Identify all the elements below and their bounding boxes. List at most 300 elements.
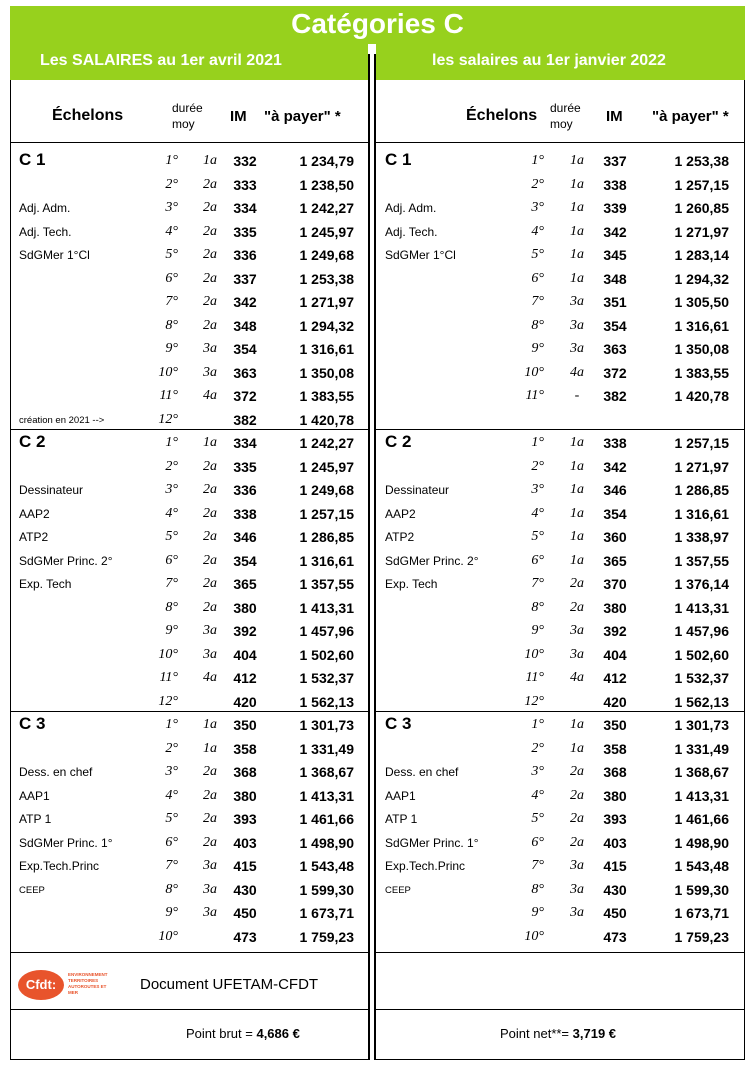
table-row bbox=[376, 479, 745, 503]
duree-cell: 2a bbox=[203, 247, 217, 262]
im-cell: 363 bbox=[233, 364, 257, 381]
table-row bbox=[376, 456, 745, 480]
echelon-cell: 12° bbox=[158, 411, 178, 427]
im-cell: 412 bbox=[603, 670, 627, 686]
cfdt-logo: Cfdt: bbox=[18, 970, 64, 1000]
im-cell: 415 bbox=[233, 858, 257, 874]
echelon-cell: 8° bbox=[531, 599, 544, 615]
corps-label: Dess. en chef bbox=[19, 765, 93, 779]
a-payer-cell: 1 245,97 bbox=[299, 223, 354, 240]
a-payer-cell: 1 253,38 bbox=[674, 153, 729, 169]
duree-cell: 4a bbox=[203, 670, 217, 685]
a-payer-cell: 1 316,61 bbox=[674, 317, 729, 334]
header-duree-line1: durée bbox=[172, 101, 203, 115]
echelon-cell: 10° bbox=[158, 928, 178, 944]
corps-label: CEEP bbox=[19, 884, 45, 896]
duree-cell: 2a bbox=[203, 576, 217, 591]
im-cell: 365 bbox=[233, 576, 257, 592]
a-payer-cell: 1 502,60 bbox=[674, 646, 729, 663]
duree-cell: 2a bbox=[203, 552, 217, 568]
a-payer-cell: 1 357,55 bbox=[299, 576, 354, 592]
duree-cell: 1a bbox=[570, 717, 584, 732]
im-cell: 337 bbox=[603, 153, 627, 169]
table-row bbox=[10, 902, 368, 926]
im-cell: 350 bbox=[603, 717, 627, 733]
a-payer-cell: 1 257,15 bbox=[299, 505, 354, 522]
table-row bbox=[10, 879, 368, 903]
table-row bbox=[10, 667, 368, 691]
table-row bbox=[10, 244, 368, 268]
im-cell: 393 bbox=[603, 811, 627, 827]
echelon-cell: 1° bbox=[165, 717, 178, 732]
a-payer-cell: 1 271,97 bbox=[299, 294, 354, 310]
corps-label: Exp. Tech bbox=[385, 577, 438, 591]
a-payer-cell: 1 286,85 bbox=[674, 482, 729, 498]
echelon-cell: 4° bbox=[165, 505, 178, 521]
a-payer-cell: 1 420,78 bbox=[299, 411, 354, 428]
a-payer-cell: 1 338,97 bbox=[674, 529, 729, 545]
title-band bbox=[10, 6, 745, 44]
grade-separator bbox=[376, 429, 745, 430]
table-row bbox=[10, 479, 368, 503]
echelon-cell: 4° bbox=[531, 505, 544, 521]
table-row bbox=[10, 714, 368, 738]
im-cell: 430 bbox=[233, 881, 257, 898]
duree-cell: 1a bbox=[203, 153, 217, 168]
im-cell: 382 bbox=[603, 388, 627, 404]
a-payer-cell: 1 599,30 bbox=[674, 881, 729, 898]
point-net bbox=[500, 1026, 616, 1041]
footer-rule bbox=[376, 1009, 745, 1010]
im-cell: 335 bbox=[233, 458, 257, 475]
a-payer-cell: 1 498,90 bbox=[674, 834, 729, 851]
echelon-cell: 6° bbox=[531, 270, 544, 286]
duree-cell: 3a bbox=[570, 317, 584, 333]
table-bottom-rule bbox=[10, 952, 368, 953]
a-payer-cell: 1 413,31 bbox=[674, 787, 729, 804]
im-cell: 393 bbox=[233, 811, 257, 827]
im-cell: 348 bbox=[603, 270, 627, 287]
corps-label: AAP1 bbox=[19, 788, 50, 803]
echelon-cell: 11° bbox=[525, 388, 544, 403]
a-payer-cell: 1 599,30 bbox=[299, 881, 354, 898]
im-cell: 345 bbox=[603, 247, 627, 263]
a-payer-cell: 1 368,67 bbox=[299, 764, 354, 780]
a-payer-cell: 1 331,49 bbox=[674, 740, 729, 757]
echelon-cell: 5° bbox=[165, 811, 178, 826]
im-cell: 336 bbox=[233, 482, 257, 498]
im-cell: 415 bbox=[603, 858, 627, 874]
a-payer-cell: 1 257,15 bbox=[674, 176, 729, 193]
subtitle-right: les salaires au 1er janvier 2022 bbox=[432, 52, 666, 69]
corps-label: Dessinateur bbox=[385, 483, 450, 497]
a-payer-cell: 1 461,66 bbox=[674, 811, 729, 827]
echelon-cell: 1° bbox=[165, 435, 178, 450]
duree-cell: 1a bbox=[570, 200, 584, 215]
im-cell: 403 bbox=[233, 834, 257, 851]
echelon-cell: 6° bbox=[165, 270, 178, 286]
im-cell: 365 bbox=[603, 552, 627, 569]
table-row bbox=[376, 808, 745, 832]
table-row bbox=[376, 714, 745, 738]
table-row bbox=[376, 362, 745, 386]
echelon-cell: 10° bbox=[158, 364, 178, 380]
cfdt-logo-tagline: ENVIRONNEMENT TERRITOIRES AUTOROUTES ET MER bbox=[68, 972, 108, 995]
im-cell: 338 bbox=[603, 435, 627, 451]
table-row bbox=[376, 526, 745, 550]
subtitle-left: Les SALAIRES au 1er avril 2021 bbox=[40, 52, 282, 69]
a-payer-cell: 1 759,23 bbox=[299, 928, 354, 945]
echelon-cell: 5° bbox=[531, 529, 544, 544]
corps-label: Dess. en chef bbox=[385, 765, 459, 779]
a-payer-cell: 1 532,37 bbox=[299, 670, 354, 686]
duree-cell: 2a bbox=[203, 764, 217, 779]
echelon-cell: 6° bbox=[531, 552, 544, 568]
corps-label: Adj. Tech. bbox=[19, 224, 72, 239]
corps-label: AAP1 bbox=[385, 788, 416, 803]
point-net-label: Point net**= bbox=[500, 1026, 573, 1041]
footer-bottom-rule bbox=[10, 1059, 368, 1060]
echelon-cell: 4° bbox=[165, 787, 178, 803]
im-cell: 354 bbox=[603, 505, 627, 522]
echelon-cell: 8° bbox=[165, 599, 178, 615]
footer-rule bbox=[10, 1009, 368, 1010]
table-row bbox=[376, 879, 745, 903]
im-cell: 335 bbox=[233, 223, 257, 240]
duree-cell: 2a bbox=[203, 529, 217, 544]
a-payer-cell: 1 673,71 bbox=[674, 905, 729, 921]
duree-cell: 3a bbox=[570, 341, 584, 356]
table-row bbox=[376, 926, 745, 950]
column-header bbox=[10, 80, 368, 142]
table-row bbox=[10, 315, 368, 339]
table-row bbox=[376, 832, 745, 856]
im-cell: 333 bbox=[233, 176, 257, 193]
table-row bbox=[376, 550, 745, 574]
a-payer-cell: 1 368,67 bbox=[674, 764, 729, 780]
table-row bbox=[376, 268, 745, 292]
im-cell: 404 bbox=[233, 646, 257, 663]
echelon-cell: 10° bbox=[524, 364, 544, 380]
echelon-cell: 5° bbox=[531, 811, 544, 826]
im-cell: 350 bbox=[233, 717, 257, 733]
im-cell: 420 bbox=[233, 693, 257, 710]
table-row bbox=[376, 291, 745, 315]
point-brut-label: Point brut = bbox=[186, 1026, 257, 1041]
page-title: Catégories C bbox=[291, 8, 464, 39]
echelon-cell: 10° bbox=[524, 646, 544, 662]
footer-left bbox=[10, 960, 368, 1060]
im-cell: 382 bbox=[233, 411, 257, 428]
a-payer-cell: 1 301,73 bbox=[299, 717, 354, 733]
table-row bbox=[10, 644, 368, 668]
grade-separator bbox=[376, 711, 745, 712]
im-cell: 380 bbox=[603, 787, 627, 804]
a-payer-cell: 1 461,66 bbox=[299, 811, 354, 827]
a-payer-cell: 1 350,08 bbox=[299, 364, 354, 381]
im-cell: 354 bbox=[233, 552, 257, 569]
echelon-cell: 1° bbox=[165, 153, 178, 168]
echelon-cell: 4° bbox=[165, 223, 178, 239]
table-row bbox=[10, 926, 368, 950]
header-duree-line1: durée bbox=[550, 101, 581, 115]
im-cell: 351 bbox=[603, 294, 627, 310]
grade-separator bbox=[10, 429, 368, 430]
echelon-cell: 5° bbox=[165, 247, 178, 262]
echelon-cell: 3° bbox=[531, 200, 544, 215]
echelon-cell: 7° bbox=[165, 858, 178, 873]
a-payer-cell: 1 305,50 bbox=[674, 294, 729, 310]
table-row bbox=[10, 174, 368, 198]
corps-label: création en 2021 --> bbox=[19, 414, 105, 426]
corps-label: Adj. Adm. bbox=[19, 201, 71, 215]
duree-cell: 1a bbox=[203, 435, 217, 450]
duree-cell: 3a bbox=[203, 341, 217, 356]
table-row bbox=[376, 432, 745, 456]
duree-cell: 2a bbox=[570, 599, 584, 615]
echelon-cell: 2° bbox=[165, 176, 178, 192]
echelon-cell: 9° bbox=[165, 341, 178, 356]
duree-cell: 2a bbox=[203, 270, 217, 286]
im-cell: 380 bbox=[603, 599, 627, 616]
table-row bbox=[10, 526, 368, 550]
grade-label: C 3 bbox=[19, 714, 46, 733]
duree-cell: 2a bbox=[203, 317, 217, 333]
a-payer-cell: 1 420,78 bbox=[674, 388, 729, 404]
a-payer-cell: 1 413,31 bbox=[299, 787, 354, 804]
echelon-cell: 12° bbox=[524, 693, 544, 709]
grade-label: C 1 bbox=[19, 150, 46, 169]
echelon-cell: 7° bbox=[165, 294, 178, 309]
a-payer-cell: 1 316,61 bbox=[299, 552, 354, 569]
a-payer-cell: 1 257,15 bbox=[674, 435, 729, 451]
table-row bbox=[10, 503, 368, 527]
echelon-cell: 5° bbox=[165, 529, 178, 544]
table-row bbox=[376, 385, 745, 409]
subtitle-band-right bbox=[376, 44, 745, 80]
echelon-cell: 12° bbox=[158, 693, 178, 709]
echelon-cell: 10° bbox=[524, 928, 544, 944]
a-payer-cell: 1 673,71 bbox=[299, 905, 354, 921]
a-payer-cell: 1 242,27 bbox=[299, 200, 354, 216]
divider-line-1 bbox=[368, 54, 370, 1060]
a-payer-cell: 1 562,13 bbox=[299, 693, 354, 710]
table-row bbox=[376, 244, 745, 268]
echelon-cell: 9° bbox=[165, 623, 178, 638]
corps-label: SdGMer Princ. 2° bbox=[19, 553, 113, 568]
im-cell: 348 bbox=[233, 317, 257, 334]
im-cell: 334 bbox=[233, 200, 257, 216]
corps-label: AAP2 bbox=[19, 506, 50, 521]
header-echelons: Échelons bbox=[466, 107, 538, 124]
im-cell: 342 bbox=[603, 223, 627, 240]
a-payer-cell: 1 562,13 bbox=[674, 693, 729, 710]
a-payer-cell: 1 271,97 bbox=[674, 458, 729, 475]
a-payer-cell: 1 502,60 bbox=[299, 646, 354, 663]
header-duree bbox=[172, 100, 203, 132]
a-payer-cell: 1 759,23 bbox=[674, 928, 729, 945]
table-row bbox=[10, 221, 368, 245]
table-row bbox=[376, 150, 745, 174]
echelon-cell: 8° bbox=[165, 317, 178, 333]
a-payer-cell: 1 413,31 bbox=[299, 599, 354, 616]
duree-cell: 2a bbox=[570, 764, 584, 779]
table-row bbox=[10, 362, 368, 386]
duree-cell: 2a bbox=[570, 576, 584, 591]
header-duree-line2: moy bbox=[550, 117, 573, 131]
a-payer-cell: 1 457,96 bbox=[299, 623, 354, 639]
echelon-cell: 1° bbox=[531, 435, 544, 450]
table-row bbox=[10, 573, 368, 597]
duree-cell: 2a bbox=[570, 787, 584, 803]
duree-cell: 3a bbox=[203, 905, 217, 920]
table-row bbox=[376, 221, 745, 245]
echelon-cell: 9° bbox=[531, 623, 544, 638]
duree-cell: 4a bbox=[570, 364, 584, 380]
duree-cell: 1a bbox=[203, 717, 217, 732]
im-cell: 338 bbox=[603, 176, 627, 193]
table-row bbox=[10, 832, 368, 856]
echelon-cell: 3° bbox=[531, 764, 544, 779]
im-cell: 392 bbox=[233, 623, 257, 639]
a-payer-cell: 1 376,14 bbox=[674, 576, 729, 592]
echelon-cell: 2° bbox=[531, 176, 544, 192]
table-row bbox=[376, 315, 745, 339]
duree-cell: 1a bbox=[570, 270, 584, 286]
im-cell: 363 bbox=[603, 341, 627, 357]
header-duree-line2: moy bbox=[172, 117, 195, 131]
duree-cell: 1a bbox=[570, 529, 584, 544]
echelon-cell: 6° bbox=[165, 834, 178, 850]
echelon-cell: 3° bbox=[165, 764, 178, 779]
table-row bbox=[10, 432, 368, 456]
im-cell: 342 bbox=[233, 294, 257, 310]
corps-label: SdGMer Princ. 1° bbox=[19, 835, 113, 850]
header-echelons: Échelons bbox=[52, 107, 124, 124]
im-cell: 354 bbox=[603, 317, 627, 334]
corps-label: Dessinateur bbox=[19, 483, 84, 497]
duree-cell: 3a bbox=[203, 623, 217, 638]
a-payer-cell: 1 543,48 bbox=[299, 858, 354, 874]
a-payer-cell: 1 294,32 bbox=[299, 317, 354, 334]
corps-label: SdGMer Princ. 1° bbox=[385, 835, 479, 850]
corps-label: SdGMer 1°Cl bbox=[385, 248, 456, 262]
duree-cell: 3a bbox=[570, 905, 584, 920]
echelon-cell: 1° bbox=[531, 717, 544, 732]
table-row bbox=[10, 808, 368, 832]
duree-cell: 1a bbox=[203, 740, 217, 756]
im-cell: 338 bbox=[233, 505, 257, 522]
table-row bbox=[376, 738, 745, 762]
echelon-cell: 8° bbox=[531, 317, 544, 333]
im-cell: 392 bbox=[603, 623, 627, 639]
duree-cell: 2a bbox=[203, 482, 217, 497]
echelon-cell: 7° bbox=[531, 576, 544, 591]
im-cell: 380 bbox=[233, 599, 257, 616]
duree-cell: 1a bbox=[570, 482, 584, 497]
table-row bbox=[376, 902, 745, 926]
grade-label: C 2 bbox=[19, 432, 46, 451]
corps-label: AAP2 bbox=[385, 506, 416, 521]
subtitle-band-left bbox=[10, 44, 368, 80]
echelon-cell: 7° bbox=[165, 576, 178, 591]
table-row bbox=[376, 667, 745, 691]
duree-cell: 3a bbox=[570, 646, 584, 662]
im-cell: 450 bbox=[603, 905, 627, 921]
duree-cell: 2a bbox=[570, 811, 584, 826]
echelon-cell: 3° bbox=[165, 482, 178, 497]
a-payer-cell: 1 271,97 bbox=[674, 223, 729, 240]
footer-right bbox=[376, 960, 745, 1060]
a-payer-cell: 1 260,85 bbox=[674, 200, 729, 216]
a-payer-cell: 1 498,90 bbox=[299, 834, 354, 851]
echelon-cell: 11° bbox=[525, 670, 544, 685]
salary-sheet bbox=[10, 6, 745, 1060]
table-row bbox=[10, 385, 368, 409]
table-row bbox=[10, 761, 368, 785]
a-payer-cell: 1 532,37 bbox=[674, 670, 729, 686]
echelon-cell: 4° bbox=[531, 223, 544, 239]
header-im: IM bbox=[230, 108, 247, 125]
echelon-cell: 5° bbox=[531, 247, 544, 262]
table-row bbox=[376, 620, 745, 644]
corps-label: Adj. Tech. bbox=[385, 224, 438, 239]
echelon-cell: 4° bbox=[531, 787, 544, 803]
corps-label: ATP2 bbox=[385, 530, 415, 544]
duree-cell: 2a bbox=[203, 223, 217, 239]
a-payer-cell: 1 234,79 bbox=[299, 153, 354, 169]
corps-label: Exp.Tech.Princ bbox=[19, 859, 100, 873]
header-im: IM bbox=[606, 108, 623, 125]
table-row bbox=[376, 573, 745, 597]
echelon-cell: 6° bbox=[531, 834, 544, 850]
a-payer-cell: 1 249,68 bbox=[299, 482, 354, 498]
im-cell: 412 bbox=[233, 670, 257, 686]
table-row bbox=[376, 503, 745, 527]
duree-cell: 1a bbox=[570, 176, 584, 192]
echelon-cell: 7° bbox=[531, 858, 544, 873]
im-cell: 360 bbox=[603, 529, 627, 545]
a-payer-cell: 1 413,31 bbox=[674, 599, 729, 616]
a-payer-cell: 1 242,27 bbox=[299, 435, 354, 451]
a-payer-cell: 1 253,38 bbox=[299, 270, 354, 287]
im-cell: 368 bbox=[233, 764, 257, 780]
a-payer-cell: 1 283,14 bbox=[674, 247, 729, 263]
a-payer-cell: 1 457,96 bbox=[674, 623, 729, 639]
a-payer-cell: 1 331,49 bbox=[299, 740, 354, 757]
duree-cell: 2a bbox=[570, 834, 584, 850]
duree-cell: 3a bbox=[203, 858, 217, 873]
a-payer-cell: 1 286,85 bbox=[299, 529, 354, 545]
duree-cell: 2a bbox=[203, 834, 217, 850]
echelon-cell: 3° bbox=[531, 482, 544, 497]
im-cell: 358 bbox=[603, 740, 627, 757]
table-row bbox=[10, 620, 368, 644]
header-duree bbox=[550, 100, 581, 132]
a-payer-cell: 1 350,08 bbox=[674, 341, 729, 357]
a-payer-cell: 1 316,61 bbox=[299, 341, 354, 357]
table-row bbox=[10, 855, 368, 879]
table-row bbox=[10, 268, 368, 292]
point-brut-value: 4,686 € bbox=[256, 1026, 300, 1041]
a-payer-cell: 1 543,48 bbox=[674, 858, 729, 874]
im-cell: 346 bbox=[603, 482, 627, 498]
im-cell: 372 bbox=[603, 364, 627, 381]
echelon-cell: 2° bbox=[165, 458, 178, 474]
corps-label: ATP2 bbox=[19, 530, 49, 544]
im-cell: 358 bbox=[233, 740, 257, 757]
im-cell: 368 bbox=[603, 764, 627, 780]
